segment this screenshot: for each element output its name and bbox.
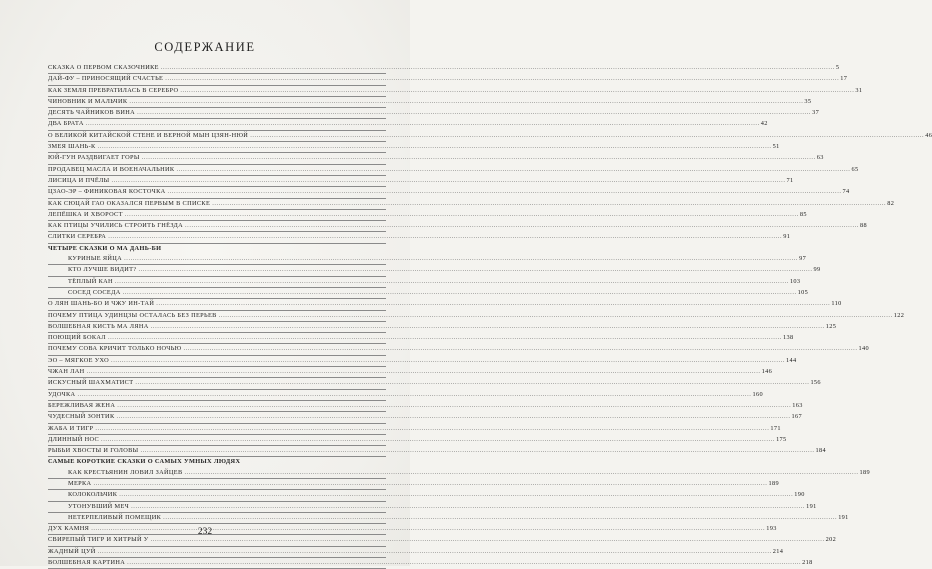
toc-entry	[48, 86, 863, 97]
toc-entry	[48, 221, 868, 232]
toc-entry-title: ДВА БРАТА	[48, 120, 84, 128]
toc-entry-page: 214	[772, 547, 784, 555]
toc-entry-page: 184	[815, 447, 827, 455]
toc-entry	[48, 547, 784, 558]
dot-leader	[184, 344, 858, 354]
toc-entry	[48, 142, 780, 153]
toc-entry-title: НЕТЕРПЕЛИВЫЙ ПОМЕЩИК	[68, 513, 162, 521]
toc-entry-page: 156	[810, 379, 821, 387]
toc-entry-title: ДЕСЯТЬ ЧАЙНИКОВ ВИНА	[48, 109, 136, 117]
toc-entry	[48, 424, 781, 435]
toc-entry-title: ЧУДЕСНЫЙ ЗОНТИК	[48, 413, 115, 421]
toc-entry	[48, 322, 837, 333]
toc-entry-page: 110	[831, 300, 842, 308]
dot-leader	[111, 356, 785, 366]
toc-entry	[48, 277, 801, 288]
dot-leader	[212, 199, 886, 209]
dot-leader	[117, 412, 791, 422]
toc-entry-title: ЧЖАН ЛАН	[48, 368, 85, 376]
toc-entry	[48, 311, 905, 322]
toc-entry-title: ЖАДНЫЙ ЦУЙ	[48, 547, 96, 555]
toc-entry-page: 163	[792, 401, 803, 409]
dot-leader	[95, 424, 769, 434]
toc-entry-title: СЛИТКИ СЕРЕБРА	[48, 233, 107, 241]
toc-entry-title: ЗМЕЯ ШАНЬ-К	[48, 143, 96, 151]
toc-entry-page: 122	[893, 311, 905, 319]
dot-leader	[163, 513, 837, 523]
dot-leader	[98, 142, 772, 152]
toc-entry-title: ЧИНОВНИК И МАЛЬЧИК	[48, 97, 128, 105]
dot-leader	[77, 390, 751, 400]
dot-leader	[176, 165, 850, 175]
toc-entry-title: МЕРКА	[68, 479, 92, 487]
toc-section-heading	[48, 244, 386, 254]
dot-leader	[151, 322, 825, 332]
toc-entry	[48, 63, 840, 74]
toc-entry-title: СОСЕД СОСЕДА	[68, 288, 121, 296]
toc-entry	[48, 265, 821, 276]
toc-entry-title: О ЛЯН ШАНЬ-БО И ЧЖУ ИН-ТАЙ	[48, 300, 155, 308]
toc-entry-title: КАК ЗЕМЛЯ ПРЕВРАТИЛАСЬ В СЕРЕБРО	[48, 86, 179, 94]
toc-entry-title: КАК СЮЦАЙ ГАО ОКАЗАЛСЯ ПЕРВЫМ В СПИСКЕ	[48, 199, 211, 207]
dot-leader	[168, 187, 842, 197]
toc-entry	[48, 535, 837, 546]
toc-entry-page: 189	[859, 468, 871, 476]
dot-leader	[141, 446, 815, 456]
toc-entry	[48, 378, 821, 389]
toc-entry	[48, 176, 794, 187]
dot-leader	[127, 558, 801, 568]
toc-entry-title: КТО ЛУЧШЕ ВИДИТ?	[68, 266, 137, 274]
dot-leader	[87, 367, 761, 377]
toc-entry-page: 189	[768, 479, 779, 487]
toc-entry-title: РЫБЬИ ХВОСТЫ И ГОЛОВЫ	[48, 447, 139, 455]
toc-entry-page: 191	[806, 502, 817, 510]
toc-entry-page: 167	[791, 413, 803, 421]
dot-leader	[161, 63, 835, 73]
dot-leader	[124, 254, 798, 264]
dot-leader	[115, 277, 789, 287]
toc-entry	[48, 446, 827, 457]
toc-entry	[48, 210, 807, 221]
toc-entry-title: ДЛИННЫЙ НОС	[48, 435, 100, 443]
toc-entry	[48, 165, 859, 176]
toc-entry	[48, 97, 812, 108]
toc-entry	[48, 199, 895, 210]
toc-entry-page: 140	[858, 345, 870, 353]
toc-entry-title: УТОНУВШИЙ МЕЧ	[68, 502, 130, 510]
toc-entry-page: 35	[804, 97, 812, 105]
dot-leader	[131, 502, 805, 512]
toc-entry	[48, 356, 797, 367]
toc-entry-title: СКАЗКА О ПЕРВОМ СКАЗОЧНИКЕ	[48, 64, 159, 71]
toc-entry	[48, 390, 763, 401]
dot-leader	[129, 97, 803, 107]
dot-leader	[185, 468, 859, 478]
toc-entry-page: 218	[802, 559, 813, 567]
toc-entry	[48, 412, 803, 423]
toc-entry-page: 171	[770, 424, 781, 432]
toc-entry	[48, 435, 787, 446]
toc-entry	[48, 490, 805, 501]
dot-leader	[185, 221, 859, 231]
toc-entry-page: 91	[783, 233, 791, 241]
toc-entry-page: 146	[761, 368, 773, 376]
dot-leader	[219, 311, 893, 321]
toc-entry	[48, 232, 791, 243]
toc-entry-title: ПОЮЩИЙ БОКАЛ	[48, 334, 106, 342]
dot-leader	[112, 176, 786, 186]
toc-entry-page: 160	[752, 390, 763, 398]
toc-entry-page: 71	[786, 176, 794, 184]
dot-leader	[123, 288, 797, 298]
toc-entry-title: САМЫЕ КОРОТКИЕ СКАЗКИ О САМЫХ УМНЫХ ЛЮДЯХ	[48, 458, 241, 466]
dot-leader	[125, 210, 799, 220]
toc-entry	[48, 513, 849, 524]
toc-entry-page: 191	[838, 513, 849, 521]
toc-entry-title: ВОЛШЕБНАЯ КИСТЬ МА ЛЯНА	[48, 322, 149, 330]
toc-entry	[48, 468, 871, 479]
dot-leader	[101, 435, 775, 445]
dot-leader	[135, 378, 809, 388]
toc-entry	[48, 367, 773, 378]
toc-entry	[48, 558, 813, 569]
toc-entry	[48, 187, 850, 198]
toc-entry-title: КОЛОКОЛЬЧИК	[68, 491, 118, 499]
toc-entry-page: 175	[776, 435, 787, 443]
dot-leader	[108, 232, 782, 242]
toc-entry-page: 82	[887, 199, 895, 207]
toc-entry	[48, 153, 824, 164]
toc-entry-title: ПОЧЕМУ ПТИЦА УДИНЦЗЫ ОСТАЛАСЬ БЕЗ ПЕРЬЕВ	[48, 311, 217, 319]
toc-entry-page: 193	[766, 525, 777, 533]
dot-leader	[151, 535, 825, 545]
page-title: СОДЕРЖАНИЕ	[154, 40, 256, 54]
dot-leader	[142, 153, 816, 163]
toc-entry	[48, 74, 848, 85]
toc-entry-page: 42	[760, 120, 768, 128]
toc-entry-page: 97	[799, 255, 807, 263]
toc-entry-page: 125	[825, 322, 837, 330]
toc-entry	[48, 401, 803, 412]
toc-entry	[48, 502, 817, 513]
toc-entry-page: 99	[813, 266, 821, 274]
toc-entry-page: 17	[840, 75, 848, 83]
toc-entry-page: 144	[786, 356, 797, 364]
page-number: 232	[197, 527, 213, 537]
toc-entry	[48, 288, 809, 299]
dot-leader	[165, 74, 839, 84]
toc-entry	[48, 344, 870, 355]
dot-leader	[156, 299, 830, 309]
toc-entry-title: ЮЙ-ГУН РАЗДВИГАЕТ ГОРЫ	[48, 154, 140, 162]
dot-leader	[119, 490, 793, 500]
toc-entry-title: ЛЕПЁШКА И ХВОРОСТ	[48, 210, 123, 218]
toc-entry	[48, 131, 932, 142]
toc-entry-title: О ВЕЛИКОЙ КИТАЙСКОЙ СТЕНЕ И ВЕРНОЙ МЫН ЦЗЯН-НЮЙ	[48, 131, 249, 139]
toc-entry	[48, 299, 842, 310]
toc-entry-page: 105	[797, 288, 809, 296]
toc-entry-page: 65	[851, 165, 859, 173]
toc-entry-page: 138	[782, 334, 794, 342]
toc-entry-title: КАК КРЕСТЬЯНИН ЛОВИЛ ЗАЙЦЕВ	[68, 468, 183, 476]
toc-entry-title: ЧЕТЫРЕ СКАЗКИ О МА ДАНЬ-БИ	[48, 244, 162, 252]
dot-leader	[93, 479, 767, 489]
toc-entry-page: 85	[799, 210, 807, 218]
toc-entry	[48, 108, 820, 119]
toc-entry-title: УДОЧКА	[48, 390, 76, 398]
toc-entry-title: ДУХ КАМНЯ	[48, 525, 90, 533]
toc-entry	[48, 119, 768, 130]
toc-entry-title: КАК ПТИЦЫ УЧИЛИСЬ СТРОИТЬ ГНЁЗДА	[48, 222, 183, 230]
dot-leader	[117, 401, 791, 411]
toc-entry-title: ИСКУСНЫЙ ШАХМАТИСТ	[48, 379, 134, 387]
toc-entry-title: ДАЙ-ФУ – ПРИНОСЯЩИЙ СЧАСТЬЕ	[48, 75, 164, 83]
toc-entry-page: 202	[825, 536, 837, 544]
dot-leader	[137, 108, 811, 118]
toc-entry-title: ЭО – МЯГКОЕ УХО	[48, 356, 110, 364]
toc-entry-page: 46	[925, 131, 932, 139]
toc-entry-page: 37	[812, 109, 820, 117]
dot-leader	[139, 265, 813, 275]
dot-leader	[108, 333, 782, 343]
dot-leader	[86, 119, 760, 129]
toc-entry-page: 74	[842, 188, 850, 196]
toc-entry	[48, 254, 807, 265]
toc-entry	[48, 333, 794, 344]
dot-leader	[180, 86, 854, 96]
toc-entry-page: 88	[860, 222, 868, 230]
dot-leader	[250, 131, 924, 141]
toc-entry-page: 51	[772, 143, 780, 151]
toc-entry-page: 103	[789, 277, 801, 285]
toc-entry-page: 190	[794, 491, 805, 499]
toc-entry-title: ПОЧЕМУ СОВА КРИЧИТ ТОЛЬКО НОЧЬЮ	[48, 345, 182, 353]
toc-entry-title: ПРОДАВЕЦ МАСЛА И ВОЕНАЧАЛЬНИК	[48, 165, 175, 173]
toc-entry-page: 5	[835, 64, 840, 71]
toc-entry-title: ВОЛШЕБНАЯ КАРТИНА	[48, 559, 126, 567]
toc-section-heading	[48, 457, 386, 467]
toc-entry-title: СВИРЕПЫЙ ТИГР И ХИТРЫЙ У	[48, 536, 149, 544]
toc-entry-title: КУРИНЫЕ ЯЙЦА	[68, 255, 123, 263]
toc-entry	[48, 479, 779, 490]
toc-entry-title: ЦЗАО-ЭР – ФИНИКОВАЯ КОСТОЧКА	[48, 188, 166, 196]
toc-entry-title: ЖАБА И ТИГР	[48, 424, 94, 432]
toc-entry-page: 31	[855, 86, 863, 94]
table-of-contents	[48, 63, 932, 569]
toc-entry-title: ТЁПЛЫЙ КАН	[68, 277, 113, 285]
dot-leader	[98, 547, 772, 557]
toc-entry-title: БЕРЕЖЛИВАЯ ЖЕНА	[48, 401, 116, 409]
toc-entry-title: ЛИСИЦА И ПЧЁЛЫ	[48, 176, 110, 184]
toc-entry-page: 63	[816, 154, 824, 162]
